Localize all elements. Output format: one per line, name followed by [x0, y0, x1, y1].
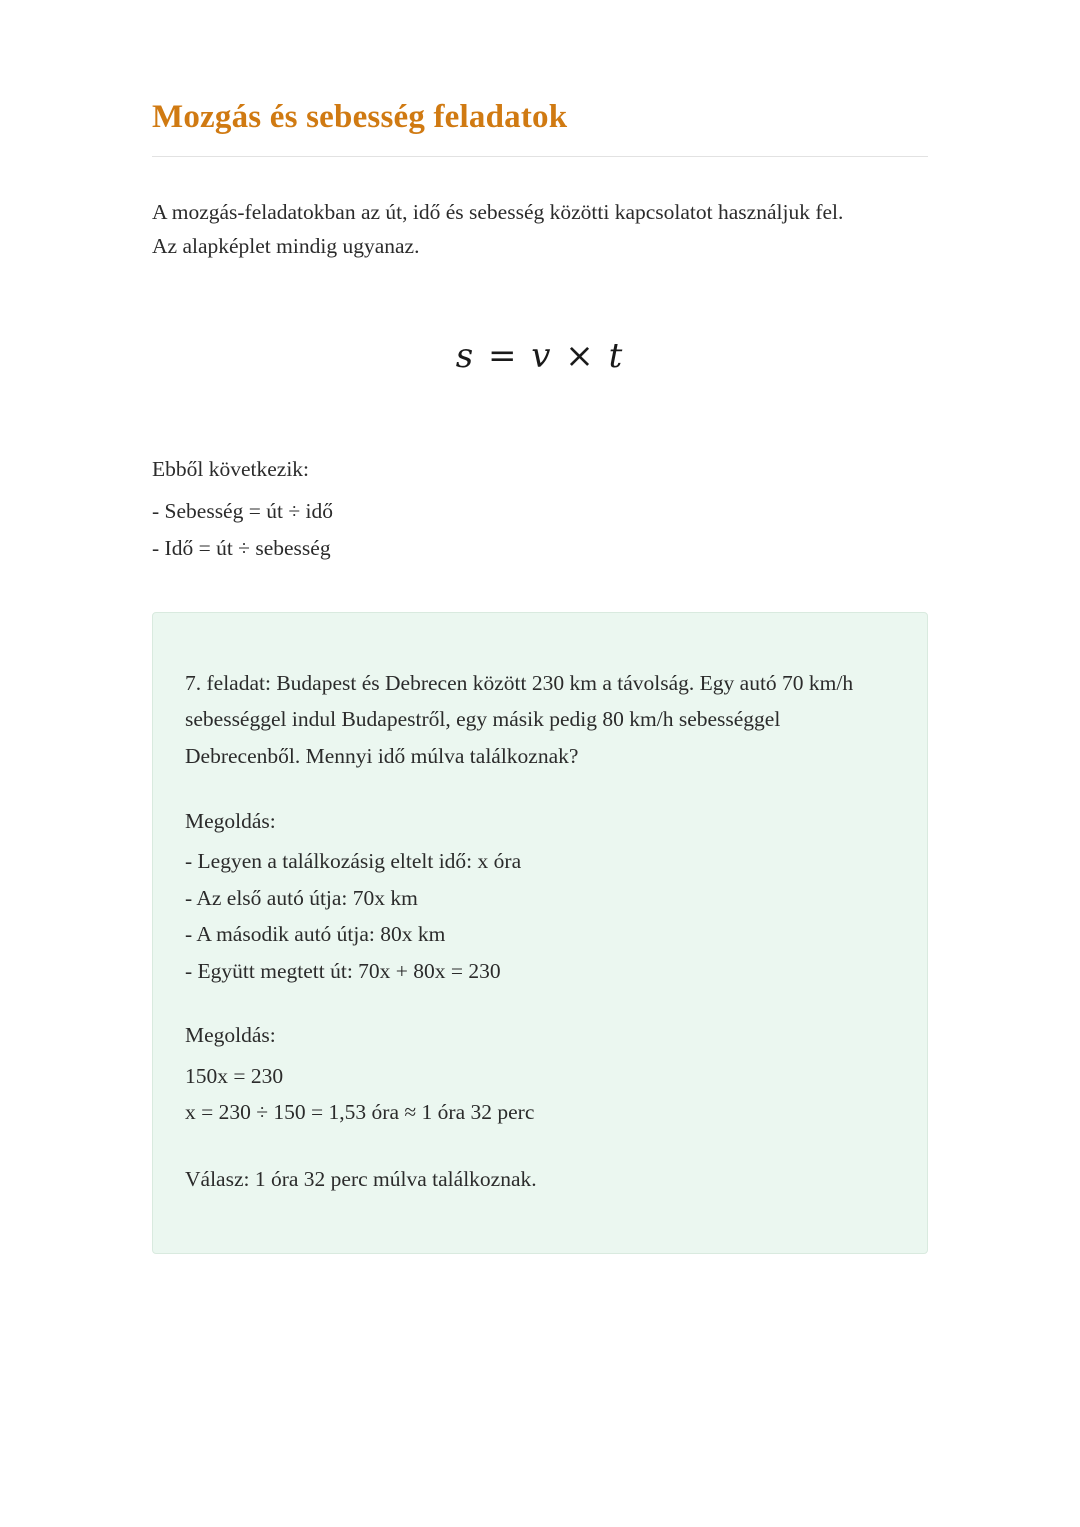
answer-line: Válasz: 1 óra 32 perc múlva találkoznak.: [185, 1166, 537, 1191]
consequence-item-time: - Idő = út ÷ sebesség: [152, 536, 331, 561]
problem-box: [152, 612, 928, 1255]
formula-block: [152, 336, 928, 376]
problem-statement: 7. feladat: Budapest és Debrecen között 230 km a távolság. Egy autó 70 km/h sebességgel indul Budapestről, egy másik pedig 80 km/h sebességgel Debrecenből. Mennyi idő múlva találkoznak?: [185, 670, 854, 768]
calc-line: x = 230 ÷ 150 = 1,53 óra ≈ 1 óra 32 perc: [185, 1100, 535, 1125]
page-title: Mozgás és sebesség feladatok: [152, 99, 568, 135]
intro-paragraph: A mozgás-feladatokban az út, idő és sebesség közötti kapcsolatot használjuk fel. Az alapképlet mindig ugyanaz.: [152, 199, 844, 259]
title-divider: [152, 156, 928, 157]
speed-formula: s = v × t: [455, 336, 625, 377]
solution-step: - Legyen a találkozásig eltelt idő: x óra: [185, 849, 522, 874]
consequence-heading: Ebből következik:: [152, 457, 310, 482]
solution-step: - Az első autó útja: 70x km: [185, 885, 418, 910]
calc-line: 150x = 230: [185, 1063, 284, 1088]
solution-heading-1: Megoldás:: [185, 808, 276, 833]
solution-step: - A második autó útja: 80x km: [185, 922, 446, 947]
consequence-item-speed: - Sebesség = út ÷ idő: [152, 498, 333, 523]
solution-step: - Együtt megtett út: 70x + 80x = 230: [185, 958, 501, 983]
solution-heading-2: Megoldás:: [185, 1023, 276, 1048]
